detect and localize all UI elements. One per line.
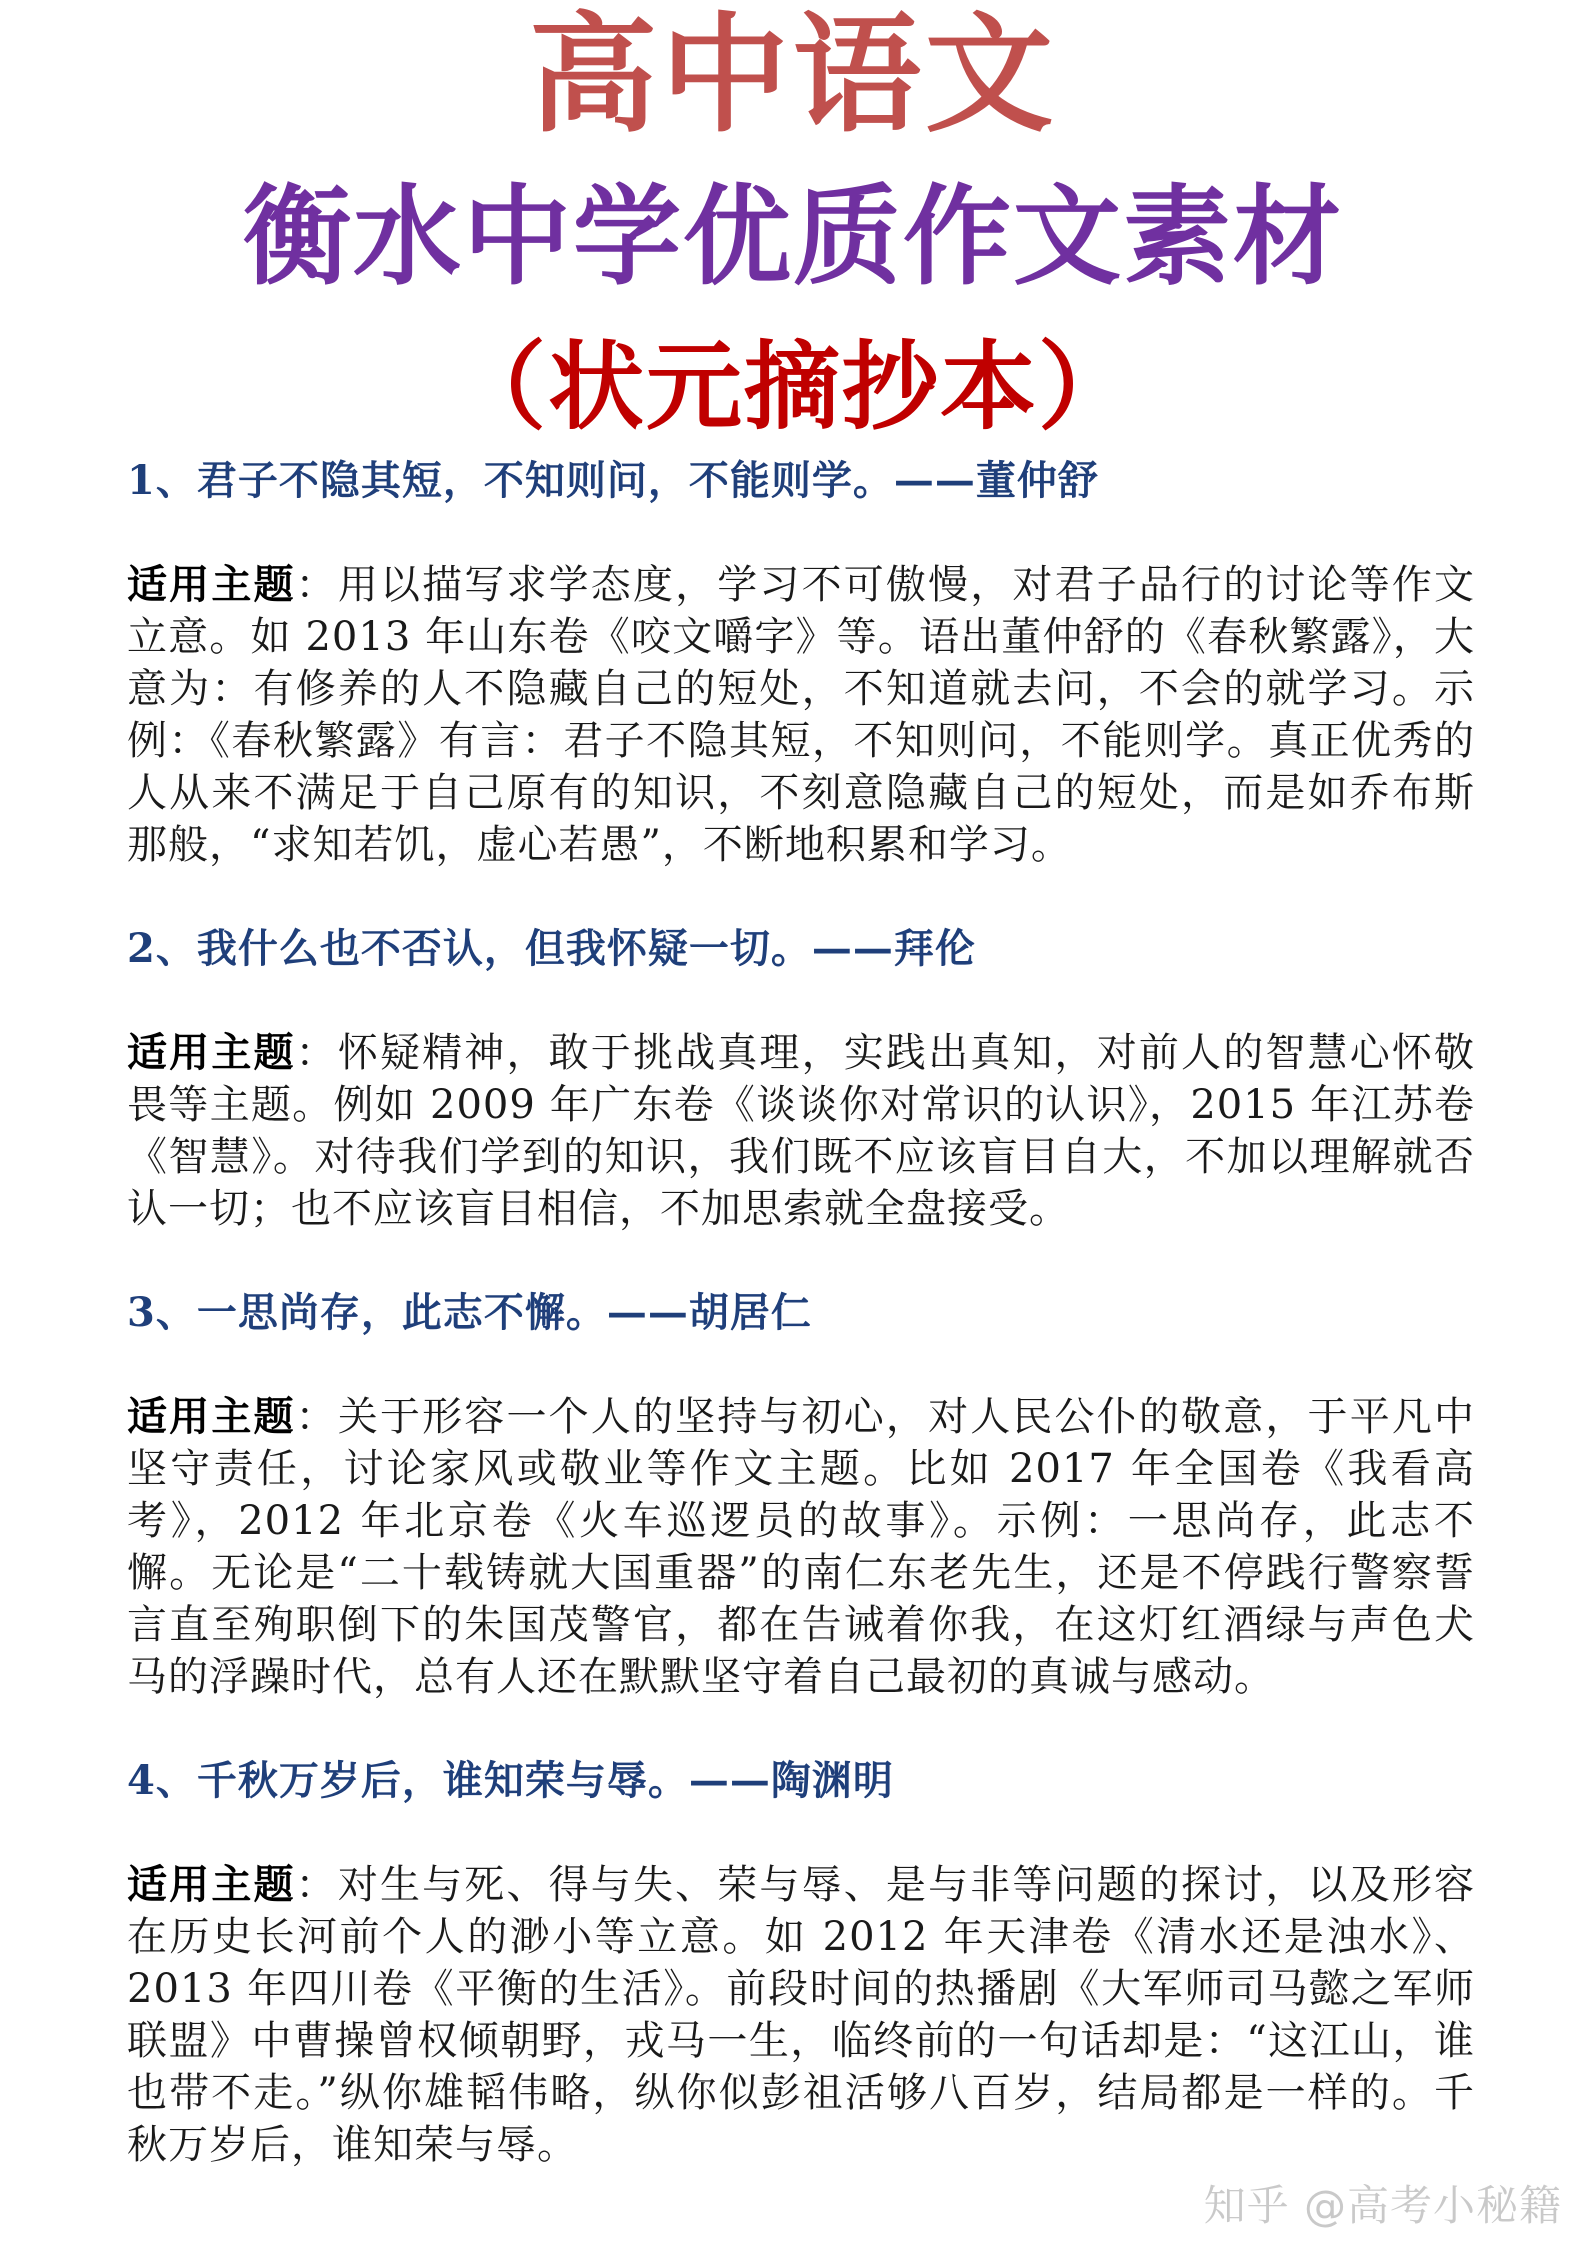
theme-label: 适用主题 <box>127 1393 296 1440</box>
entry-body <box>127 1391 1475 1703</box>
page-title: 高中语文 <box>528 1 1057 150</box>
entry-1 <box>127 455 1475 871</box>
entry-2 <box>127 923 1475 1235</box>
entry-heading: 3、一思尚存，此志不懈。——胡居仁 <box>127 1289 812 1336</box>
entry-text: ：用以描写求学态度，学习不可傲慢，对君子品行的讨论等作文立意。如 2013 年山东卷《咬文嚼字》等。语出董仲舒的《春秋繁露》，大意为：有修养的人不隐藏自己的短处，不知道就去问，不会的就学习。示例：《春秋繁露》有言：君子不隐其短，不知则问，不能则学。真正优秀的人从来不满足于自己原有的知识，不刻意隐藏自己的短处，而是如乔布斯那般，“求知若饥，虚心若愚”，不断地积累和学习。 <box>127 562 1476 868</box>
entry-body <box>127 1859 1475 2171</box>
page-title-note: （状元摘抄本） <box>450 331 1136 443</box>
entry-heading: 1、君子不隐其短，不知则问，不能则学。——董仲舒 <box>127 457 1099 504</box>
entry-heading: 2、我什么也不否认，但我怀疑一切。——拜伦 <box>127 925 976 972</box>
watermark: 知乎 @高考小秘籍 <box>1203 2181 1562 2230</box>
entry-4 <box>127 1755 1475 2171</box>
page-subtitle: 衡水中学优质作文素材 <box>242 175 1343 300</box>
entry-text: ：关于形容一个人的坚持与初心，对人民公仆的敬意，于平凡中坚守责任，讨论家风或敬业等作文主题。比如 2017 年全国卷《我看高考》，2012 年北京卷《火车巡逻员的故事》。示例：一思尚存，此志不懈。无论是“二十载铸就大国重器”的南仁东老先生，还是不停践行警察誓言直至殉职倒下的朱国茂警官，都在告诫着你我，在这灯红酒绿与声色犬马的浮躁时代，总有人还在默默坚守着自己最初的真诚与感动。 <box>127 1394 1476 1700</box>
theme-label: 适用主题 <box>127 561 296 608</box>
entry-text: ：对生与死、得与失、荣与辱、是与非等问题的探讨，以及形容在历史长河前个人的渺小等立意。如 2012 年天津卷《清水还是浊水》、2013 年四川卷《平衡的生活》。前段时间的热播剧《大军师司马懿之军师联盟》中曹操曾权倾朝野，戎马一生，临终前的一句话却是：“这江山，谁也带不走。”纵你雄韬伟略，纵你似彭祖活够八百岁，结局都是一样的。千秋万岁后，谁知荣与辱。 <box>127 1862 1476 2168</box>
entry-list <box>127 455 1475 2171</box>
entry-heading: 4、千秋万岁后，谁知荣与辱。——陶渊明 <box>127 1757 894 1804</box>
entry-body <box>127 559 1475 871</box>
entry-body <box>127 1027 1475 1235</box>
entry-text: ：怀疑精神，敢于挑战真理，实践出真知，对前人的智慧心怀敬畏等主题。例如 2009 年广东卷《谈谈你对常识的认识》，2015 年江苏卷《智慧》。对待我们学到的知识，我们既不应该盲目自大，不加以理解就否认一切；也不应该盲目相信，不加思索就全盘接受。 <box>127 1030 1476 1232</box>
theme-label: 适用主题 <box>127 1029 296 1076</box>
entry-3 <box>127 1287 1475 1703</box>
theme-label: 适用主题 <box>127 1861 296 1908</box>
